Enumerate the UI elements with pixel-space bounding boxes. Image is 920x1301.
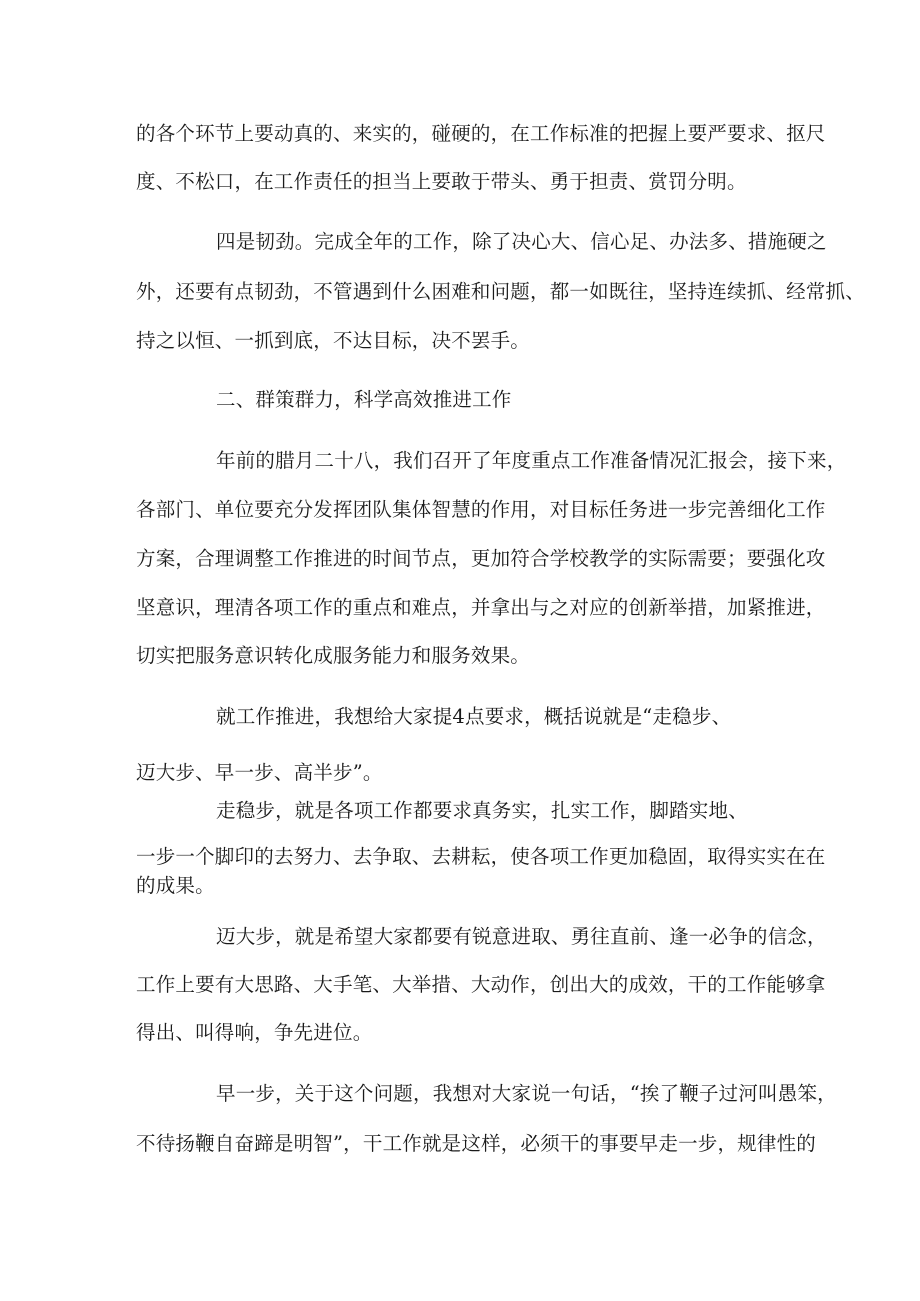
paragraph-line: 迈大步，就是希望大家都要有锐意进取、勇往直前、逢一必争的信念，: [216, 925, 827, 948]
paragraph-line: 不待扬鞭自奋蹄是明智”，干工作就是这样，必须干的事要早走一步，规律性的: [136, 1132, 816, 1155]
paragraph-line: 度、不松口，在工作责任的担当上要敢于带头、勇于担责、赏罚分明。: [136, 170, 747, 193]
paragraph-line: 迈大步、早一步、高半步”。: [136, 761, 383, 784]
paragraph-line: 一步一个脚印的去努力、去争取、去耕耘，使各项工作更加稳固，取得实实在在: [136, 845, 826, 868]
paragraph-line: 得出、叫得响，争先进位。: [136, 1021, 373, 1044]
paragraph-line: 各部门、单位要充分发挥团队集体智慧的作用，对目标任务进一步完善细化工作: [136, 498, 826, 521]
paragraph-line: 外，还要有点韧劲，不管遇到什么困难和问题，都一如既往，坚持连续抓、经常抓、: [136, 280, 865, 303]
paragraph-line: 持之以恒、一抓到底，不达目标，决不罢手。: [136, 329, 531, 352]
paragraph-line: 的各个环节上要动真的、来实的，碰硬的，在工作标准的把握上要严要求、抠尺: [136, 122, 826, 145]
paragraph-line: 早一步，关于这个问题，我想对大家说一句话，“挨了鞭子过河叫愚笨，: [216, 1082, 837, 1105]
paragraph-line: 走稳步，就是各项工作都要求真务实，扎实工作，脚踏实地、: [216, 799, 748, 822]
paragraph-line: 切实把服务意识转化成服务能力和服务效果。: [136, 644, 531, 667]
paragraph-line: 的成果。: [136, 874, 215, 897]
paragraph-line: 坚意识，理清各项工作的重点和难点，并拿出与之对应的创新举措，加紧推进，: [136, 596, 826, 619]
paragraph-line: 方案，合理调整工作推进的时间节点，更加符合学校教学的实际需要；要强化攻: [136, 547, 826, 570]
paragraph-line: 就工作推进，我想给大家提4点要求，概括说就是“走稳步、: [216, 705, 732, 728]
section-heading: 二、群策群力，科学高效推进工作: [216, 388, 512, 411]
paragraph-line: 四是韧劲。完成全年的工作，除了决心大、信心足、办法多、措施硬之: [216, 230, 827, 253]
paragraph-line: 年前的腊月二十八，我们召开了年度重点工作准备情况汇报会，接下来，: [216, 449, 847, 472]
paragraph-line: 工作上要有大思路、大手笔、大举措、大动作，创出大的成效，干的工作能够拿: [136, 973, 826, 996]
